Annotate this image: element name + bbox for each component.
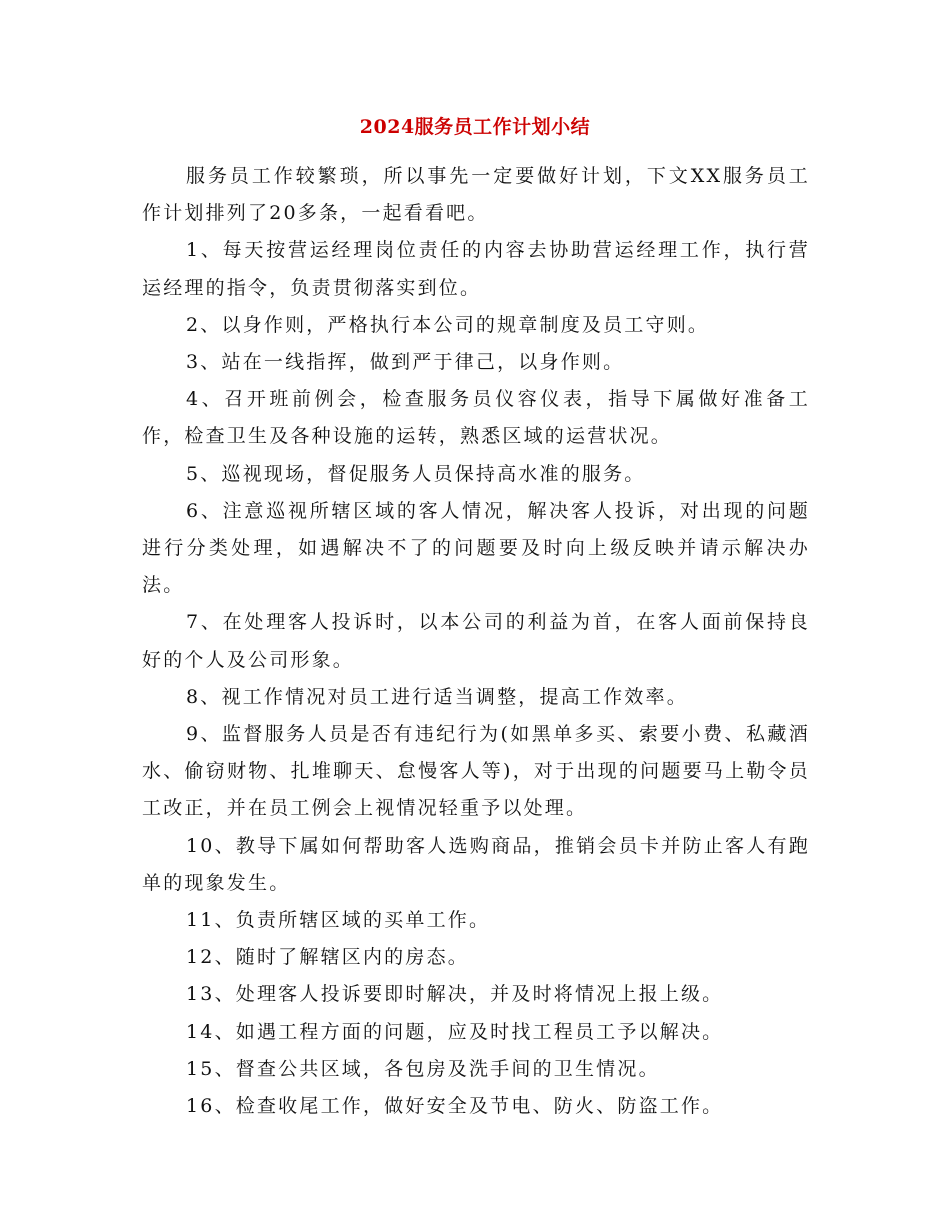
plan-item-6: 6、注意巡视所辖区域的客人情况，解决客人投诉，对出现的问题进行分类处理，如遇解决不了的问题要及时向上级反映并请示解决办法。 (142, 499, 810, 597)
plan-item-12: 12、随时了解辖区内的房态。 (186, 946, 469, 969)
plan-item-16: 16、检查收尾工作，做好安全及节电、防火、防盗工作。 (186, 1095, 724, 1118)
plan-item-7: 7、在处理客人投诉时，以本公司的利益为首，在客人面前保持良好的个人及公司形象。 (142, 611, 810, 671)
plan-item-9: 9、监督服务人员是否有违纪行为(如黑单多买、索要小费、私藏酒水、偷窃财物、扎堆聊天、怠慢客人等)，对于出现的问题要马上勒令员工改正，并在员工例会上视情况轻重予以处理。 (142, 723, 810, 820)
plan-item-4: 4、召开班前例会，检查服务员仪容仪表，指导下属做好准备工作，检查卫生及各种设施的运转，熟悉区域的运营状况。 (142, 388, 810, 448)
plan-item-3: 3、站在一线指挥，做到严于律己，以身作则。 (186, 351, 625, 374)
intro-paragraph: 服务员工作较繁琐，所以事先一定要做好计划，下文XX服务员工作计划排列了20多条，一起看看吧。 (142, 165, 810, 225)
plan-item-10: 10、教导下属如何帮助客人选购商品，推销会员卡并防止客人有跑单的现象发生。 (142, 834, 810, 894)
plan-item-11: 11、负责所辖区域的买单工作。 (186, 909, 491, 932)
plan-item-13: 13、处理客人投诉要即时解决，并及时将情况上报上级。 (186, 983, 724, 1006)
document-body (142, 158, 810, 1125)
document-title: 2024服务员工作计划小结 (359, 116, 591, 138)
plan-item-14: 14、如遇工程方面的问题，应及时找工程员工予以解决。 (186, 1020, 724, 1043)
plan-item-2: 2、以身作则，严格执行本公司的规章制度及员工守则。 (186, 313, 710, 336)
plan-item-1: 1、每天按营运经理岗位责任的内容去协助营运经理工作，执行营运经理的指令，负责贯彻落实到位。 (142, 239, 810, 299)
plan-item-5: 5、巡视现场，督促服务人员保持高水准的服务。 (186, 462, 646, 485)
plan-item-8: 8、视工作情况对员工进行适当调整，提高工作效率。 (186, 685, 688, 708)
plan-item-15: 15、督查公共区域，各包房及洗手间的卫生情况。 (186, 1057, 660, 1080)
